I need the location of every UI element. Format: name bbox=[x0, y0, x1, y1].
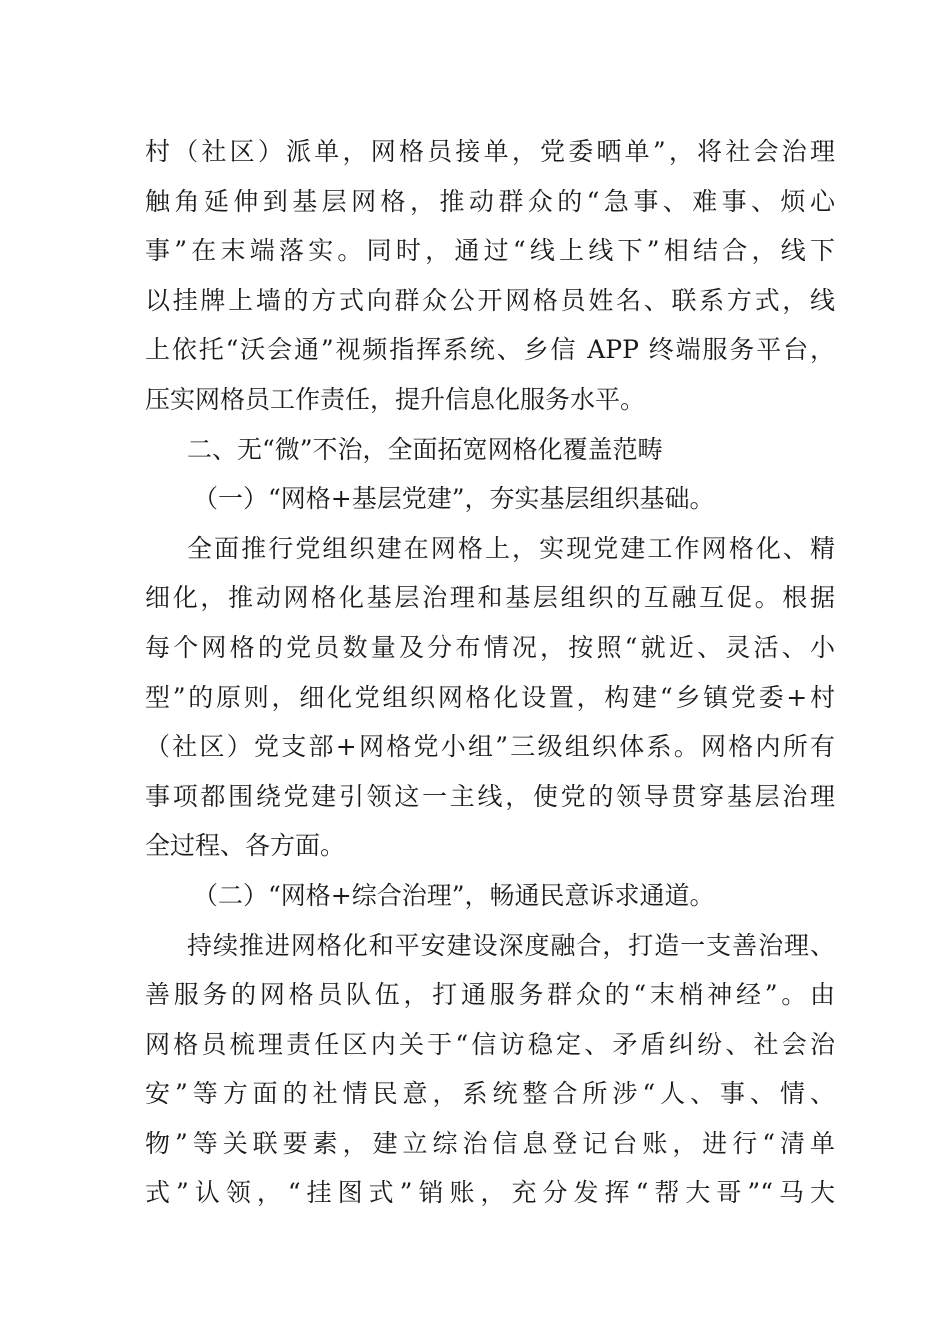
paragraph-line: 以挂牌上墙的方式向群众公开网格员姓名、联系方式，线 bbox=[145, 285, 835, 315]
paragraph-line: 安”等方面的社情民意，系统整合所涉“人、事、情、 bbox=[145, 1079, 835, 1109]
paragraph-line: 善服务的网格员队伍，打通服务群众的“末梢神经”。由 bbox=[145, 980, 835, 1010]
paragraph-line: 网格员梳理责任区内关于“信访稳定、矛盾纠纷、社会治 bbox=[145, 1029, 835, 1059]
section-heading: 二、无“微”不治，全面拓宽网格化覆盖范畴 bbox=[187, 434, 663, 464]
paragraph-line: 村（社区）派单，网格员接单，党委晒单”，将社会治理 bbox=[145, 137, 835, 166]
paragraph-line: 事”在末端落实。同时，通过“线上线下”相结合，线下 bbox=[145, 236, 835, 266]
paragraph-line: 压实网格员工作责任，提升信息化服务水平。 bbox=[145, 384, 646, 414]
paragraph-line: 全过程、各方面。 bbox=[145, 831, 346, 861]
paragraph-line: （社区）党支部+网格党小组”三级组织体系。网格内所有 bbox=[145, 732, 835, 762]
paragraph-line: 细化，推动网格化基层治理和基层组织的互融互促。根据 bbox=[145, 583, 835, 613]
paragraph-line: 持续推进网格化和平安建设深度融合，打造一支善治理、 bbox=[187, 930, 835, 960]
paragraph-line: 每个网格的党员数量及分布情况，按照“就近、灵活、小 bbox=[145, 632, 835, 662]
paragraph-line: 型”的原则，细化党组织网格化设置，构建“乡镇党委+村 bbox=[145, 682, 835, 712]
paragraph-line: 物”等关联要素，建立综治信息登记台账，进行“清单 bbox=[145, 1128, 835, 1158]
paragraph-line: 触角延伸到基层网格，推动群众的“急事、难事、烦心 bbox=[145, 186, 835, 216]
paragraph-line: 事项都围绕党建引领这一主线，使党的领导贯穿基层治理 bbox=[145, 781, 835, 811]
subsection-heading: （二）“网格+综合治理”，畅通民意诉求通道。 bbox=[193, 880, 715, 910]
paragraph-line: 式”认领，“挂图式”销账，充分发挥“帮大哥”“马大 bbox=[145, 1178, 835, 1208]
paragraph-line: 全面推行党组织建在网格上，实现党建工作网格化、精 bbox=[187, 533, 835, 563]
document-body bbox=[145, 127, 835, 1218]
paragraph-line: 上依托“沃会通”视频指挥系统、乡信 APP 终端服务平台， bbox=[145, 335, 835, 365]
subsection-heading: （一）“网格+基层党建”，夯实基层组织基础。 bbox=[193, 484, 715, 514]
